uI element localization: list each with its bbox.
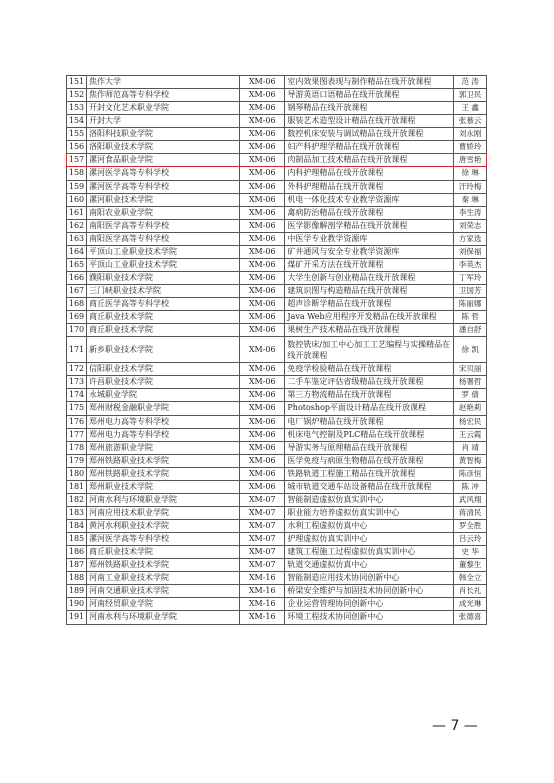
table-row [67, 415, 487, 428]
project-code: XM-16 [240, 585, 285, 598]
table-row [67, 376, 487, 389]
project-code: XM-06 [240, 89, 285, 102]
project-code: XM-06 [240, 128, 285, 141]
person-in-charge: 韩全立 [454, 572, 487, 585]
row-number: 180 [67, 467, 87, 480]
person-in-charge: 张慕云 [454, 115, 487, 128]
project-code: XM-07 [240, 520, 285, 533]
project-name: 数控机床安装与调试精品在线开放课程 [285, 128, 454, 141]
person-in-charge: 吕云玲 [454, 533, 487, 546]
project-code: XM-16 [240, 598, 285, 611]
row-number: 173 [67, 376, 87, 389]
row-number: 160 [67, 193, 87, 206]
school-name: 郑州电力高等专科学校 [87, 428, 240, 441]
project-name: 导游英语口语精品在线开放课程 [285, 89, 454, 102]
row-number: 166 [67, 271, 87, 284]
table-body [67, 76, 487, 625]
project-code: XM-06 [240, 154, 285, 167]
person-in-charge: 徐 琳 [454, 167, 487, 180]
row-number: 186 [67, 546, 87, 559]
project-name: 医学影像解剖学精品在线开放课程 [285, 219, 454, 232]
person-in-charge: 杨宏民 [454, 415, 487, 428]
person-in-charge: 董黎生 [454, 559, 487, 572]
school-name: 商丘职业技术学院 [87, 311, 240, 324]
person-in-charge: 肖长礼 [454, 585, 487, 598]
school-name: 漯河医学高等专科学校 [87, 180, 240, 193]
project-code: XM-06 [240, 76, 285, 89]
table-row [67, 324, 487, 337]
school-name: 洛阳科技职业学院 [87, 128, 240, 141]
person-in-charge: 陈 冲 [454, 480, 487, 493]
table-row [67, 337, 487, 363]
project-code: XM-06 [240, 298, 285, 311]
row-number: 157 [67, 154, 87, 167]
project-name: 果树生产技术精品在线开放课程 [285, 324, 454, 337]
row-number: 191 [67, 611, 87, 624]
project-code: XM-06 [240, 219, 285, 232]
project-code: XM-06 [240, 363, 285, 376]
row-number: 153 [67, 102, 87, 115]
table-row [67, 102, 487, 115]
table-row [67, 206, 487, 219]
project-code: XM-06 [240, 428, 285, 441]
school-name: 河南应用技术职业学院 [87, 506, 240, 519]
school-name: 河南水利与环境职业学院 [87, 611, 240, 624]
table-row [67, 115, 487, 128]
project-name: 矿井通风与安全专业教学资源库 [285, 245, 454, 258]
project-name: Photoshop平面设计精品在线开放课程 [285, 402, 454, 415]
person-in-charge: 罗 倩 [454, 389, 487, 402]
person-in-charge: 刘永刚 [454, 128, 487, 141]
page-number: — 7 — [432, 718, 478, 734]
table-row [67, 363, 487, 376]
row-number: 152 [67, 89, 87, 102]
school-name: 河南工业职业技术学院 [87, 572, 240, 585]
row-number: 171 [67, 337, 87, 363]
person-in-charge: 范 涛 [454, 76, 487, 89]
project-code: XM-07 [240, 533, 285, 546]
project-name: 免疫学检验精品在线开放课程 [285, 363, 454, 376]
table-row [67, 585, 487, 598]
project-table [66, 75, 487, 625]
row-number: 167 [67, 285, 87, 298]
person-in-charge: 刘荣志 [454, 219, 487, 232]
table-row [67, 598, 487, 611]
school-name: 平顶山工业职业技术学院 [87, 258, 240, 271]
table-row [67, 480, 487, 493]
person-in-charge: 成光琳 [454, 598, 487, 611]
person-in-charge: 张德喜 [454, 611, 487, 624]
person-in-charge: 宋贝丽 [454, 363, 487, 376]
project-code: XM-06 [240, 389, 285, 402]
project-name: 煤矿开采方法在线开放课程 [285, 258, 454, 271]
person-in-charge: 武风翔 [454, 493, 487, 506]
school-name: 洛阳职业技术学院 [87, 141, 240, 154]
row-number: 158 [67, 167, 87, 180]
project-code: XM-06 [240, 324, 285, 337]
school-name: 濮阳职业技术学院 [87, 271, 240, 284]
school-name: 开封文化艺术职业学院 [87, 102, 240, 115]
table-row [67, 611, 487, 624]
project-code: XM-06 [240, 467, 285, 480]
table-row [67, 180, 487, 193]
table-row [67, 154, 487, 167]
school-name: 郑州电力高等专科学校 [87, 415, 240, 428]
project-name: 铁路轨道工程施工精品在线开放课程 [285, 467, 454, 480]
row-number: 178 [67, 441, 87, 454]
project-name: 企业运营管理协同创新中心 [285, 598, 454, 611]
project-code: XM-06 [240, 245, 285, 258]
project-code: XM-06 [240, 415, 285, 428]
school-name: 三门峡职业技术学院 [87, 285, 240, 298]
project-code: XM-06 [240, 167, 285, 180]
person-in-charge: 李英杰 [454, 258, 487, 271]
project-name: 内科护理精品在线开放课程 [285, 167, 454, 180]
person-in-charge: 徐 凯 [454, 337, 487, 363]
table-row [67, 389, 487, 402]
school-name: 河南交通职业技术学院 [87, 585, 240, 598]
school-name: 商丘职业技术学院 [87, 546, 240, 559]
school-name: 南阳医学高等专科学校 [87, 232, 240, 245]
table-row [67, 89, 487, 102]
person-in-charge: 肖 靖 [454, 441, 487, 454]
project-name: 机电一体化技术专业教学资源库 [285, 193, 454, 206]
project-code: XM-16 [240, 611, 285, 624]
project-code: XM-06 [240, 311, 285, 324]
school-name: 新乡职业技术学院 [87, 337, 240, 363]
project-name: 二手车鉴定评估省级精品在线开放课程 [285, 376, 454, 389]
person-in-charge: 史 华 [454, 546, 487, 559]
school-name: 郑州铁路职业技术学院 [87, 559, 240, 572]
table-row [67, 506, 487, 519]
table-row [67, 193, 487, 206]
table-row [67, 467, 487, 480]
table-row [67, 258, 487, 271]
school-name: 南阳农业职业学院 [87, 206, 240, 219]
person-in-charge: 方家选 [454, 232, 487, 245]
table-row [67, 285, 487, 298]
person-in-charge: 秦 琳 [454, 193, 487, 206]
project-code: XM-06 [240, 180, 285, 193]
project-name: 职业能力培养虚拟仿真实训中心 [285, 506, 454, 519]
row-number: 156 [67, 141, 87, 154]
table-row [67, 298, 487, 311]
table-row [67, 311, 487, 324]
row-number: 164 [67, 245, 87, 258]
project-name: 桥梁安全维护与加固技术协同创新中心 [285, 585, 454, 598]
project-name: 数控铣床/加工中心加工工艺编程与实操精品在线开放课程 [285, 337, 454, 363]
project-code: XM-06 [240, 232, 285, 245]
table-row [67, 402, 487, 415]
table-row [67, 167, 487, 180]
person-in-charge: 王 鑫 [454, 102, 487, 115]
row-number: 155 [67, 128, 87, 141]
project-name: 电厂锅炉精品在线开放课程 [285, 415, 454, 428]
row-number: 169 [67, 311, 87, 324]
project-code: XM-06 [240, 441, 285, 454]
person-in-charge: 赵艳莉 [454, 402, 487, 415]
project-name: 机床电气控制及PLC精品在线开放课程 [285, 428, 454, 441]
table-row [67, 232, 487, 245]
row-number: 189 [67, 585, 87, 598]
project-name: 环境工程技术协同创新中心 [285, 611, 454, 624]
row-number: 187 [67, 559, 87, 572]
project-name: 妇产科护理学精品在线开放课程 [285, 141, 454, 154]
project-code: XM-06 [240, 193, 285, 206]
person-in-charge: 卫国芳 [454, 285, 487, 298]
school-name: 漯河职业技术学院 [87, 193, 240, 206]
row-number: 174 [67, 389, 87, 402]
project-code: XM-06 [240, 102, 285, 115]
row-number: 181 [67, 480, 87, 493]
person-in-charge: 刘保福 [454, 245, 487, 258]
project-code: XM-07 [240, 559, 285, 572]
row-number: 151 [67, 76, 87, 89]
person-in-charge: 陈 哲 [454, 311, 487, 324]
table-row [67, 428, 487, 441]
project-name: 智能制造虚拟仿真实训中心 [285, 493, 454, 506]
person-in-charge: 蒋清民 [454, 506, 487, 519]
person-in-charge: 罗全胜 [454, 520, 487, 533]
project-name: 水利工程虚拟仿真中心 [285, 520, 454, 533]
table-row [67, 219, 487, 232]
row-number: 177 [67, 428, 87, 441]
project-code: XM-07 [240, 493, 285, 506]
project-name: 钢琴精品在线开放课程 [285, 102, 454, 115]
project-code: XM-16 [240, 572, 285, 585]
project-code: XM-06 [240, 480, 285, 493]
project-name: Java Web应用程序开发精品在线开放课程 [285, 311, 454, 324]
project-name: 肉制品加工技术精品在线开放课程 [285, 154, 454, 167]
school-name: 商丘医学高等专科学校 [87, 298, 240, 311]
row-number: 184 [67, 520, 87, 533]
project-name: 禽病防治精品在线开放课程 [285, 206, 454, 219]
school-name: 黄河水利职业技术学院 [87, 520, 240, 533]
project-code: XM-06 [240, 141, 285, 154]
school-name: 焦作大学 [87, 76, 240, 89]
project-name: 超声诊断学精品在线开放课程 [285, 298, 454, 311]
project-code: XM-07 [240, 546, 285, 559]
person-in-charge: 陈彦恒 [454, 467, 487, 480]
project-name: 轨道交通虚拟仿真中心 [285, 559, 454, 572]
row-number: 170 [67, 324, 87, 337]
row-number: 154 [67, 115, 87, 128]
school-name: 平顶山工业职业技术学院 [87, 245, 240, 258]
table-row [67, 245, 487, 258]
school-name: 永城职业学院 [87, 389, 240, 402]
school-name: 信阳职业技术学院 [87, 363, 240, 376]
person-in-charge: 唐雪艳 [454, 154, 487, 167]
project-name: 护理虚拟仿真实训中心 [285, 533, 454, 546]
row-number: 165 [67, 258, 87, 271]
person-in-charge: 王云霞 [454, 428, 487, 441]
project-name: 外科护理精品在线开放课程 [285, 180, 454, 193]
person-in-charge: 丁军玲 [454, 271, 487, 284]
project-name: 建筑识图与构造精品在线开放课程 [285, 285, 454, 298]
row-number: 188 [67, 572, 87, 585]
table-row [67, 454, 487, 467]
school-name: 漯河医学高等专科学校 [87, 533, 240, 546]
project-code: XM-06 [240, 206, 285, 219]
row-number: 163 [67, 232, 87, 245]
table-row [67, 76, 487, 89]
table-row [67, 271, 487, 284]
row-number: 183 [67, 506, 87, 519]
project-name: 城市轨道交通车站设备精品在线开放课程 [285, 480, 454, 493]
project-code: XM-06 [240, 115, 285, 128]
project-code: XM-07 [240, 506, 285, 519]
school-name: 漯河医学高等专科学校 [87, 167, 240, 180]
table-row [67, 493, 487, 506]
project-name: 智能制造应用技术协同创新中心 [285, 572, 454, 585]
table-row [67, 141, 487, 154]
row-number: 185 [67, 533, 87, 546]
project-code: XM-06 [240, 376, 285, 389]
project-name: 服装艺术造型设计精品在线开放课程 [285, 115, 454, 128]
school-name: 郑州铁路职业技术学院 [87, 467, 240, 480]
table-row [67, 441, 487, 454]
school-name: 郑州财税金融职业学院 [87, 402, 240, 415]
row-number: 162 [67, 219, 87, 232]
person-in-charge: 陈丽娜 [454, 298, 487, 311]
school-name: 郑州职业技术学院 [87, 480, 240, 493]
project-code: XM-06 [240, 285, 285, 298]
project-code: XM-06 [240, 337, 285, 363]
row-number: 175 [67, 402, 87, 415]
project-name: 导游实务与原理精品在线开放课程 [285, 441, 454, 454]
project-name: 医学免疫与病原生物精品在线开放课程 [285, 454, 454, 467]
school-name: 开封大学 [87, 115, 240, 128]
row-number: 159 [67, 180, 87, 193]
table-row [67, 546, 487, 559]
project-code: XM-06 [240, 258, 285, 271]
table-row [67, 533, 487, 546]
project-code: XM-06 [240, 454, 285, 467]
school-name: 许昌职业技术学院 [87, 376, 240, 389]
row-number: 182 [67, 493, 87, 506]
school-name: 商丘职业技术学院 [87, 324, 240, 337]
table-row [67, 572, 487, 585]
school-name: 郑州铁路职业技术学院 [87, 454, 240, 467]
project-code: XM-06 [240, 271, 285, 284]
person-in-charge: 汗玲梅 [454, 180, 487, 193]
person-in-charge: 李生涛 [454, 206, 487, 219]
person-in-charge: 郭卫民 [454, 89, 487, 102]
row-number: 176 [67, 415, 87, 428]
table-row [67, 128, 487, 141]
school-name: 焦作师范高等专科学校 [87, 89, 240, 102]
school-name: 南阳医学高等专科学校 [87, 219, 240, 232]
school-name: 河南水利与环境职业学院 [87, 493, 240, 506]
row-number: 161 [67, 206, 87, 219]
school-name: 漯河食品职业学院 [87, 154, 240, 167]
person-in-charge: 潘自舒 [454, 324, 487, 337]
person-in-charge: 黄智梅 [454, 454, 487, 467]
project-name: 中医学专业教学资源库 [285, 232, 454, 245]
project-name: 第三方物流精品在线开放课程 [285, 389, 454, 402]
project-code: XM-06 [240, 402, 285, 415]
row-number: 179 [67, 454, 87, 467]
row-number: 168 [67, 298, 87, 311]
table-row [67, 559, 487, 572]
school-name: 郑州旅游职业学院 [87, 441, 240, 454]
project-name: 建筑工程施工过程虚拟仿真实训中心 [285, 546, 454, 559]
project-name: 大学生创新与创业精品在线开放课程 [285, 271, 454, 284]
table-row [67, 520, 487, 533]
project-name: 室内效果图表现与制作精品在线开放课程 [285, 76, 454, 89]
person-in-charge: 曹娇玲 [454, 141, 487, 154]
school-name: 河南经贸职业学院 [87, 598, 240, 611]
person-in-charge: 杨署哲 [454, 376, 487, 389]
row-number: 190 [67, 598, 87, 611]
row-number: 172 [67, 363, 87, 376]
